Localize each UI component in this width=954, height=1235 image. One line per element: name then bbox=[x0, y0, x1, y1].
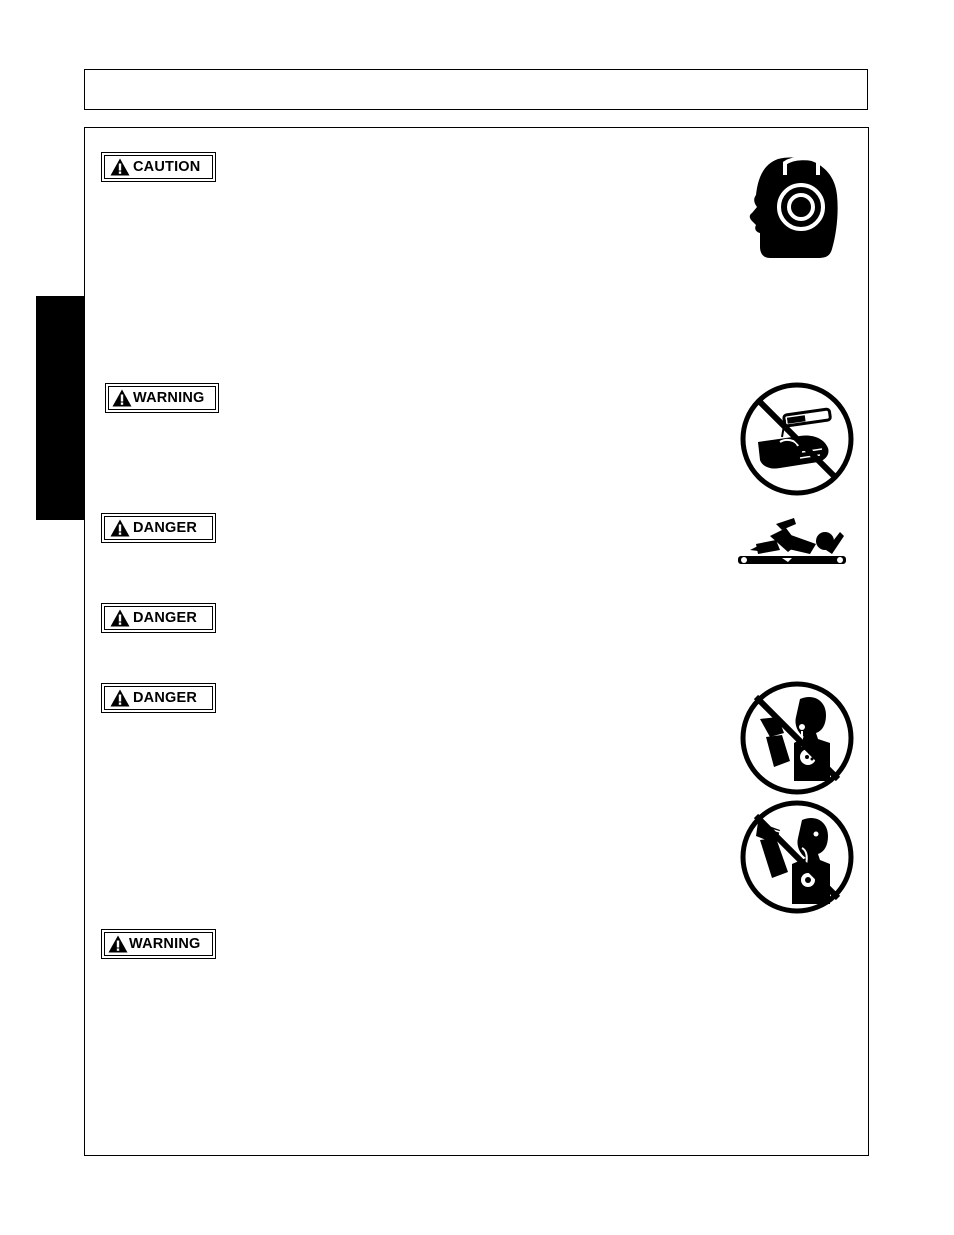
warning-label bbox=[101, 929, 216, 959]
section-side-tab bbox=[36, 296, 85, 520]
no-battery-acid-mouth-icon bbox=[740, 681, 854, 795]
danger-label bbox=[101, 513, 216, 543]
no-battery-acid-eyes-icon bbox=[740, 800, 854, 914]
alert-triangle-icon bbox=[110, 609, 130, 627]
page-header-box bbox=[84, 69, 868, 110]
alert-triangle-icon bbox=[110, 158, 130, 176]
caution-label-text: CAUTION bbox=[133, 159, 201, 175]
danger-label bbox=[101, 683, 216, 713]
danger-label-text: DANGER bbox=[133, 610, 198, 626]
no-acid-on-hand-icon bbox=[740, 382, 854, 496]
alert-triangle-icon bbox=[112, 389, 132, 407]
alert-triangle-icon bbox=[110, 519, 130, 537]
caution-label bbox=[101, 152, 216, 182]
danger-label-text: DANGER bbox=[133, 690, 198, 706]
warning-label-text: WARNING bbox=[133, 390, 205, 406]
warning-label-text: WARNING bbox=[129, 936, 201, 952]
alert-triangle-icon bbox=[108, 935, 128, 953]
danger-label-text: DANGER bbox=[133, 520, 198, 536]
hearing-protection-icon bbox=[748, 155, 840, 259]
danger-label bbox=[101, 603, 216, 633]
alert-triangle-icon bbox=[110, 689, 130, 707]
warning-label bbox=[105, 383, 219, 413]
crush-entanglement-icon bbox=[736, 514, 848, 572]
content-frame bbox=[84, 127, 869, 1156]
